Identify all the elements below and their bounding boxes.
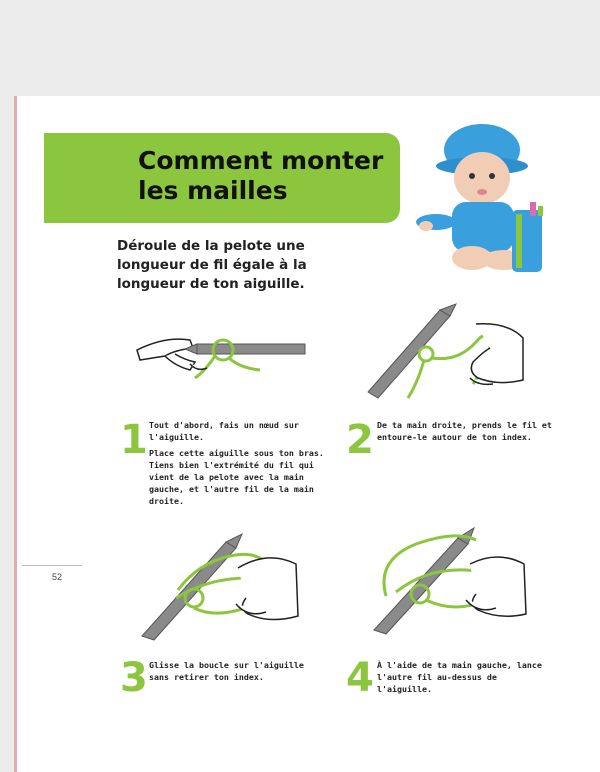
- title-line-2: les mailles: [138, 176, 288, 205]
- step-2-text: [377, 419, 555, 447]
- step-2-number: 2: [346, 417, 374, 463]
- step-1-text: [149, 419, 327, 511]
- step-2-illustration: [358, 302, 528, 402]
- margin-line: [22, 565, 82, 566]
- page-number: 52: [52, 572, 63, 582]
- step-1-paragraph-2: Place cette aiguille sous ton bras. Tiens bien l'extrémité du fil qui vient de la pelote avec la main gauche, et l'autre fil de la main droite.: [149, 448, 324, 506]
- step-3-paragraph-1: Glisse la boucle sur l'aiguille sans retirer ton index.: [149, 660, 304, 682]
- step-2-paragraph-1: De ta main droite, prends le fil et entoure-le autour de ton index.: [377, 420, 552, 442]
- step-4-illustration: [366, 520, 532, 638]
- step-3-number: 3: [120, 655, 148, 701]
- step-1-illustration: [135, 326, 310, 386]
- step-4-text: [377, 659, 552, 699]
- doll-photo: [412, 110, 562, 285]
- step-1-number: 1: [120, 417, 148, 463]
- step-4-number: 4: [346, 655, 374, 701]
- page-title: [138, 146, 383, 206]
- step-3-illustration: [138, 528, 308, 643]
- step-3-text: [149, 659, 327, 687]
- title-line-1: Comment monter: [138, 146, 384, 175]
- step-1-paragraph-1: Tout d'abord, fais un nœud sur l'aiguille.: [149, 420, 299, 442]
- intro-text: Déroule de la pelote une longueur de fil égale à la longueur de ton aiguille.: [117, 238, 307, 292]
- step-4-paragraph-1: À l'aide de ta main gauche, lance l'autre fil au-dessus de l'aiguille.: [377, 660, 542, 694]
